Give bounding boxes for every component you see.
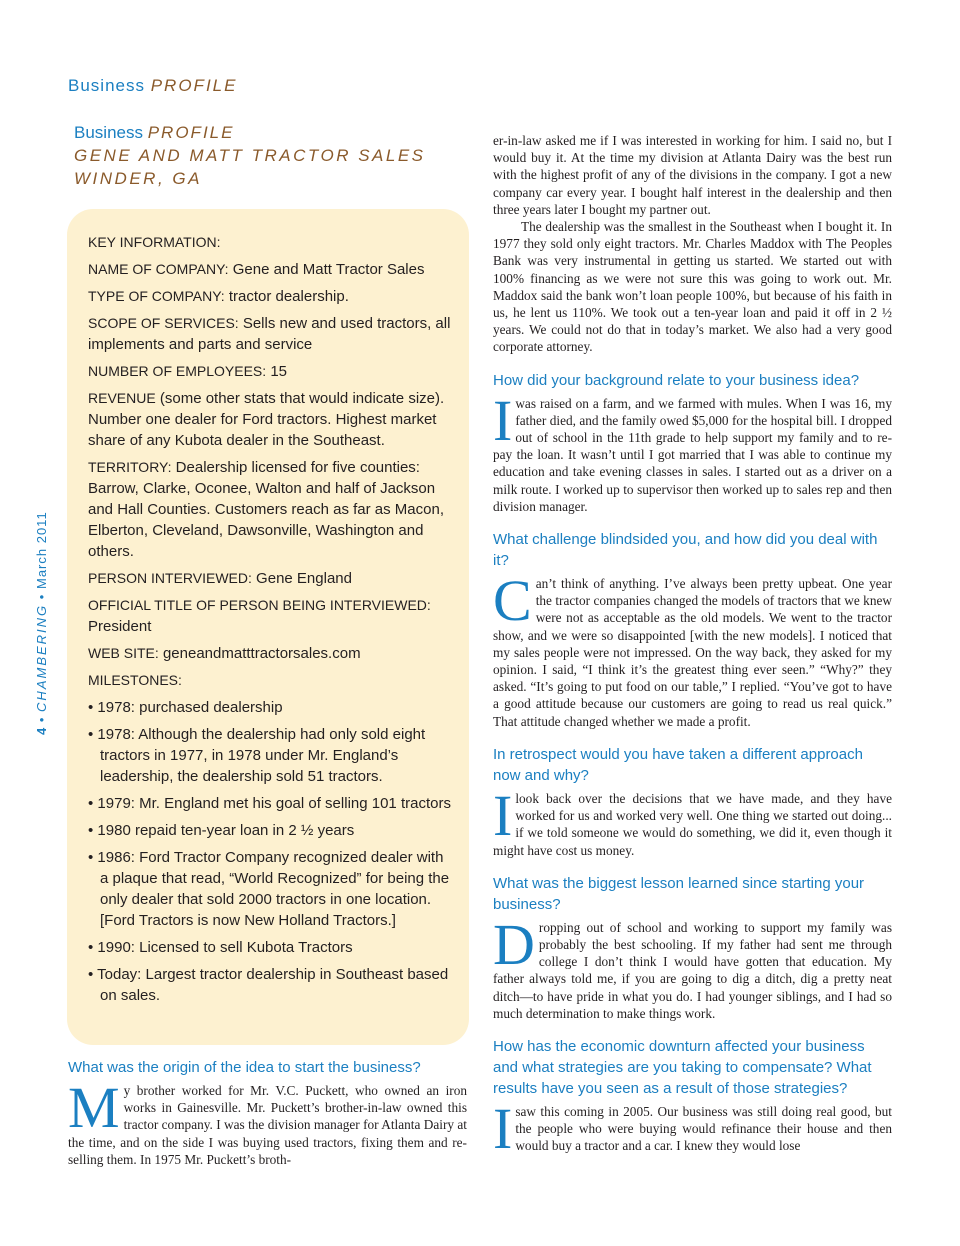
qa-block [493,744,892,859]
qa-answer [493,911,892,1022]
continued-text [493,132,892,356]
key-information-box [67,209,469,1045]
key-info-value: 15 [266,363,288,380]
profile-header-section [74,121,426,144]
page-number: 4 [34,726,49,735]
origin-answer-text: y brother worked for Mr. V.C. Puckett, who owned an iron works in Gainesville. Mr. Puckett’s brother-in-law owned this tractor company. I was the division manager for Atlanta Dairy at the time, and on the side I was buying used tractors, fixing them and re-selling them. In 1975 Mr. Puckett’s broth- [68,1083,467,1167]
milestone-item: • 1978: purchased dealership [88,697,451,718]
key-info-field [88,313,455,355]
key-info-field [88,361,451,382]
key-info-label: TERRITORY: [88,459,172,475]
profile-header [74,121,426,190]
company-city: WINDER, GA [74,169,202,188]
page-folio [34,511,49,735]
key-info-label: OFFICIAL TITLE OF PERSON BEING INTERVIEWED: [88,597,431,613]
milestones-label: MILESTONES: [88,672,182,688]
milestone-item: • 1990: Licensed to sell Kubota Tractors [88,937,451,958]
magazine-name: CHAMBERING [34,603,49,712]
key-info-label: SCOPE OF SERVICES: [88,315,239,331]
key-info-value: President [88,597,435,635]
qa-block [493,370,892,515]
origin-question: What was the origin of the idea to start the business? [68,1059,421,1076]
qa-block [493,529,892,730]
qa-block [493,873,892,1022]
key-info-field [88,259,451,280]
key-info-field [88,568,451,589]
key-info-value: Gene and Matt Tractor Sales [228,261,425,278]
qa-answer-text: an’t think of anything. I’ve always been pretty upbeat. One year the tractor companies changed the models of tractors that we knew were not as acceptable as the old models. We went to the tractor show, and we were so disappointed [with the new models]. I noticed that my sales people were not impressed. On the way back, they asked for my opinion. I said, “I think it’s the greatest thing ever seen.” “Why?” they asked. “It’s going to put food on our table,” I replied. “You’ve got to have a good attitude because our customers are going to read us real quick.” That attitude changed whether we made a profit. [493,576,892,729]
folio-separator: • [34,716,49,723]
section-name: Business [68,76,145,95]
qa-answer-text: was raised on a farm, and we farmed with mules. When I was 16, my father died, and the family owed $5,000 for the hospital bill. I dropped out of school in the 11th grade to help support my family and to re-pay the loan. It wasn’t until I got married that I was able to continue my education and take evening classes in sales. I started out as a driver on a milk route. I worked up to supervisor then worked up to sales rep and then division manager. [493,395,892,514]
key-info-label: PERSON INTERVIEWED: [88,570,252,586]
key-info-label: TYPE OF COMPANY: [88,288,225,304]
qa-question: How did your background relate to your business idea? [493,371,860,389]
qa-answer [493,568,892,730]
milestone-item: • 1979: Mr. England met his goal of selling 101 tractors [88,793,451,814]
qa-answer-text: ropping out of school and working to support my family was probably the best schooling. If my father had sent me through college I don’t think I would have gotten that education. My father always told me, if you are going to dig a ditch, dig a pretty neat ditch—to have pride in what you do. I had younger siblings, and I had so much determination to make things work. [493,919,892,1021]
key-info-fields [88,259,455,664]
qa-question: What challenge blindsided you, and how did you deal with it? [493,531,878,570]
qa-question: How has the economic downturn affected your business and what strategies are you taking to compensate? What results have you seen as a result of those strategies? [493,1037,872,1097]
profile-section-name: Business [74,123,143,142]
issue-date: March 2011 [34,511,49,590]
qa-question: In retrospect would you have taken a different approach now and why? [493,745,863,784]
qa-dropcap: I [493,782,513,848]
origin-answer [68,1075,467,1168]
qa-dropcap: I [493,1095,513,1161]
key-info-value: (some other stats that would indicate size). Number one dealer for Ford tractors. Highest market share of any Kubota dealer in the Southeast. [88,390,449,449]
key-info-field [88,457,451,562]
key-info-title: KEY INFORMATION: [88,234,221,250]
origin-qa [68,1057,467,1168]
folio-separator-2: • [34,593,49,600]
milestone-item: • 1980 repaid ten-year loan in 2 ½ years [88,820,451,841]
key-info-field [88,286,451,307]
origin-dropcap: M [68,1075,120,1140]
milestone-item: • 1986: Ford Tractor Company recognized dealer with a plaque that read, “World Recognized” for being the only dealer that sold 2000 tractors in one location. [Ford Tractors is now New Holland Tractors.] [88,847,451,931]
milestone-item: • 1978: Although the dealership had only sold eight tractors in 1977, in 1978 under Mr. England’s leadership, the dealership sold 51 tractors. [88,724,451,787]
qa-dropcap: D [493,911,535,977]
key-info-field [88,643,451,664]
key-info-value: tractor dealership. [224,288,349,305]
key-info-label: NUMBER OF EMPLOYEES: [88,363,267,379]
qa-dropcap: I [493,387,513,453]
qa-answer-text: saw this coming in 2005. Our business was still doing real good, but the people who were buying would refinance their house and then would buy a tractor and a car. I knew they would lose [515,1103,892,1154]
continued-paragraph: er-in-law asked me if I was interested in working for him. I said no, but I would buy it. At the time my division at Atlanta Dairy was the best run with the highest profit of any of the divisions in the company. I got a new company car every year. I bought half interest in the dealership and then three years later I bought my partner out. [493,133,892,217]
qa-answer-text: look back over the decisions that we have made, and they have worked for us and worked very well. One thing we started out doing... if we told someone we would do something, we did it, even though it might have cost us money. [493,790,892,858]
profile-section-profile: PROFILE [147,123,235,142]
key-info-value: Sells new and used tractors, all implements and parts and service [88,315,455,353]
company-name: GENE AND MATT TRACTOR SALES [74,146,426,165]
qa-dropcap: C [493,568,532,634]
qa-list [493,370,892,1161]
interview-column [493,132,892,1161]
key-info-value: Gene England [251,570,352,587]
qa-answer [493,387,892,515]
milestone-list [88,697,451,1006]
key-info-label: WEB SITE: [88,645,159,661]
qa-answer [493,1095,892,1161]
section-profile: PROFILE [150,76,238,95]
key-info-value: geneandmatttractorsales.com [158,645,361,662]
continued-paragraph-2: The dealership was the smallest in the Southeast when I bought it. In 1977 they sold only eight tractors. Mr. Charles Maddox with The Peoples Bank was very instrumental in getting us started. We started out with 100% financing as we were not sure this was going to work out. Mr. Maddox said the bank won’t loan people 100%, but because of his faith in us, he lent us 110%. We took out a ten-year loan and paid it off in 2 ½ years. We could not do that in today’s market. We also had a very good corporate attorney. [493,219,892,355]
section-label [68,76,237,96]
key-info-field [88,595,451,637]
qa-block [493,1036,892,1161]
key-info-label: NAME OF COMPANY: [88,261,229,277]
milestone-item: • Today: Largest tractor dealership in Southeast based on sales. [88,964,451,1006]
key-info-value: Dealership licensed for five counties: Barrow, Clarke, Oconee, Walton and half of Jackson and Hall Counties. Customers reach as far as Macon, Elberton, Cleveland, Dawsonville, Washington and others. [88,459,449,560]
key-info-label: REVENUE [88,390,156,406]
key-info-field [88,388,451,451]
qa-answer [493,782,892,859]
qa-question: What was the biggest lesson learned since starting your business? [493,874,865,913]
